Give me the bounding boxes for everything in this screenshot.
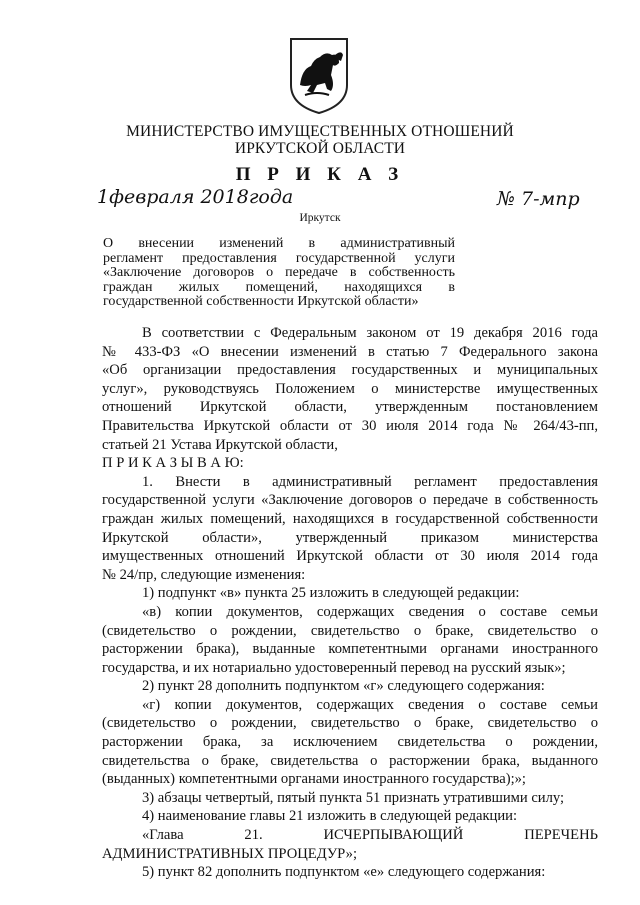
body-line: государственной услуги «Заключение договоров о передаче в собственность bbox=[102, 492, 598, 509]
subject-line: О внесении изменений в административный bbox=[103, 236, 455, 251]
body-line: (свидетельство о рождении, свидетельство о браке, свидетельство о bbox=[102, 715, 598, 732]
document-type-title: П Р И К А З bbox=[235, 164, 405, 185]
order-body bbox=[102, 324, 598, 882]
body-line: В соответствии с Федеральным законом от 19 декабря 2016 года bbox=[142, 325, 598, 341]
subject-line: государственной собственности Иркутской области» bbox=[103, 294, 419, 309]
body-line: имущественных отношений Иркутской области от 30 июля 2014 года bbox=[102, 548, 598, 565]
body-line: «г) копии документов, содержащих сведения о составе семьи bbox=[142, 696, 598, 713]
order-date: 1февраля 2018года bbox=[97, 186, 294, 208]
body-line: Иркутской области», утвержденный приказом министерства bbox=[102, 529, 598, 546]
body-line: (свидетельство о рождении, свидетельство о браке, свидетельство о bbox=[102, 622, 598, 639]
ministry-name-line2: ИРКУТСКОЙ ОБЛАСТИ bbox=[234, 140, 406, 157]
order-subject bbox=[103, 237, 455, 310]
body-line: свидетельства о браке, свидетельства о расторжении брака, выданного bbox=[102, 752, 598, 769]
body-line: 3) абзацы четвертый, пятый пункта 51 признать утратившими силу; bbox=[142, 789, 565, 806]
body-line: «Об организации предоставления государственных и муниципальных bbox=[102, 362, 598, 379]
order-number: № 7-мпр bbox=[497, 188, 580, 210]
body-line: (выданных) компетентными органами иностранного государства);»; bbox=[102, 771, 526, 788]
body-line: статьей 21 Устава Иркутской области, bbox=[102, 436, 338, 453]
body-line: 4) наименование главы 21 изложить в следующей редакции: bbox=[142, 808, 518, 825]
body-line: 5) пункт 82 дополнить подпунктом «е» следующего содержания: bbox=[142, 864, 546, 881]
body-line: «Глава 21. ИСЧЕРПЫВАЮЩИЙ ПЕРЕЧЕНЬ bbox=[142, 827, 598, 844]
body-line: П Р И К А З Ы В А Ю: bbox=[102, 455, 244, 472]
body-line: 1. Внести в административный регламент предоставления bbox=[142, 473, 598, 490]
subject-line: «Заключение договоров о передаче в собственность bbox=[103, 265, 455, 280]
body-line: № 433-ФЗ «О внесении изменений в статью 7 Федерального закона bbox=[102, 343, 598, 360]
body-line: расторжении брака), выданные компетентными органами иностранного bbox=[102, 641, 598, 658]
body-line: 1) подпункт «в» пункта 25 изложить в следующей редакции: bbox=[142, 585, 520, 602]
subject-line: регламент предоставления государственной услуги bbox=[103, 250, 455, 266]
body-line: отношений Иркутской области, утвержденным постановлением bbox=[102, 399, 598, 416]
body-line: услуг», руководствуясь Положением о министерстве имущественных bbox=[102, 380, 598, 397]
body-line: расторжении брака, за исключением свидетельства о рождении, bbox=[102, 734, 598, 751]
body-line: 2) пункт 28 дополнить подпунктом «г» следующего содержания: bbox=[142, 678, 545, 695]
body-line: Правительства Иркутской области от 30 июля 2014 года № 264/43-пп, bbox=[102, 417, 598, 434]
subject-line: граждан жилых помещений, находящихся в bbox=[103, 279, 455, 295]
body-line: АДМИНИСТРАТИВНЫХ ПРОЦЕДУР»; bbox=[102, 845, 358, 862]
body-line: государства, и их нотариально удостоверенный перевод на русский язык»; bbox=[102, 659, 566, 676]
ministry-name-line1: МИНИСТЕРСТВО ИМУЩЕСТВЕННЫХ ОТНОШЕНИЙ bbox=[126, 123, 514, 140]
city-name: Иркутск bbox=[299, 212, 341, 224]
coat-of-arms-icon bbox=[287, 33, 351, 117]
body-line: № 24/пр, следующие изменения: bbox=[102, 566, 306, 583]
body-line: граждан жилых помещений, находящихся в государственной собственности bbox=[102, 510, 598, 527]
body-line: «в) копии документов, содержащих сведения о составе семьи bbox=[142, 603, 598, 620]
